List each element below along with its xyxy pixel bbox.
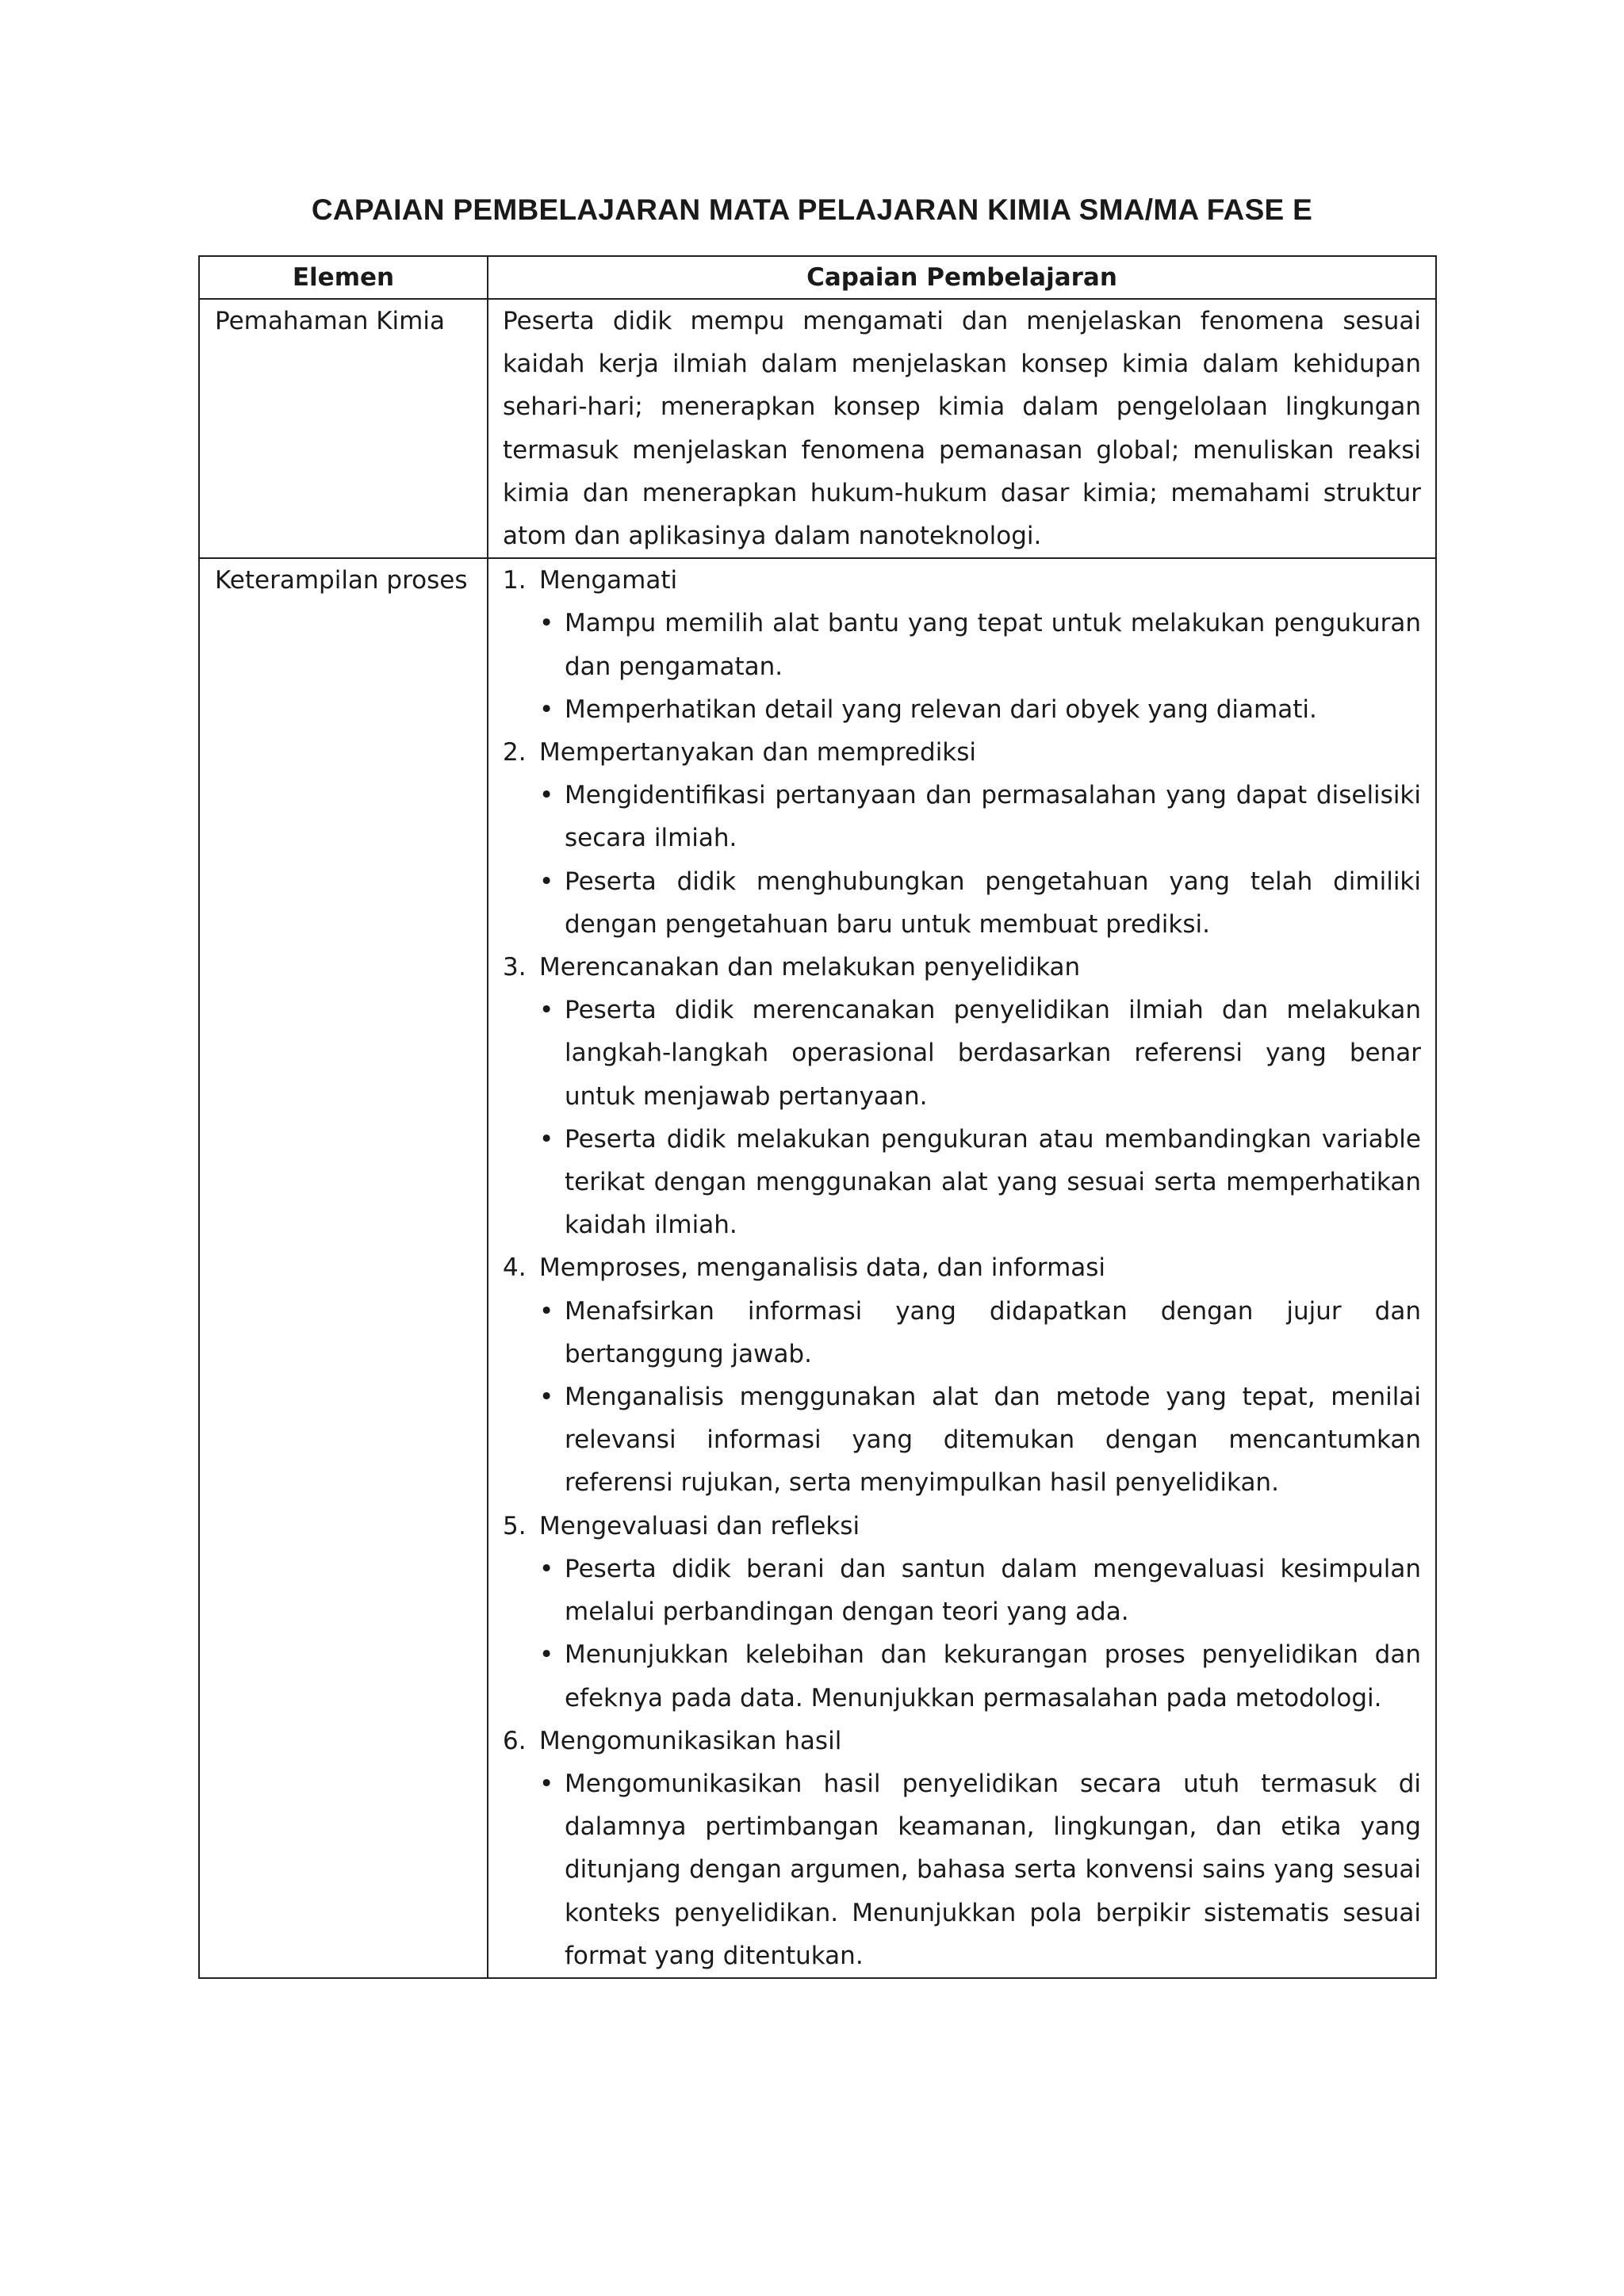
capaian-paragraph: Peserta didik mempu mengamati dan menjelaskan fenomena sesuai kaidah kerja ilmiah dalam menjelaskan konsep kimia dalam kehidupan sehari-hari; menerapkan konsep kimia dalam pengelolaan lingkungan termasuk menjelaskan fenomena pemanasan global; menuliskan reaksi kimia dan menerapkan hukum-hukum dasar kimia; memahami struktur atom dan aplikasinya dalam nanoteknologi.: [503, 307, 1421, 551]
step-number: 4.: [503, 1253, 527, 1283]
step-number: 5.: [503, 1511, 527, 1540]
bullet-item: [503, 860, 1421, 946]
bullet-icon: •: [539, 781, 554, 810]
bullet-text: Memperhatikan detail yang relevan dari obyek yang diamati.: [565, 695, 1317, 724]
page-title: CAPAIAN PEMBELAJARAN MATA PELAJARAN KIMIA SMA/MA FASE E: [311, 193, 1313, 226]
step-title: Mengamati: [539, 566, 678, 595]
bullet-text: Menunjukkan kelebihan dan kekurangan proses penyelidikan dan efeknya pada data. Menunjukkan permasalahan pada metodologi.: [565, 1640, 1421, 1712]
step-heading: [503, 1505, 1421, 1548]
bullet-icon: •: [539, 1640, 554, 1670]
bullet-text: Peserta didik melakukan pengukuran atau membandingkan variable terikat dengan menggunakan alat yang sesuai serta memperhatikan kaidah ilmiah.: [565, 1124, 1421, 1240]
step-bullet-list: [503, 1290, 1421, 1505]
bullet-text: Peserta didik menghubungkan pengetahuan yang telah dimiliki dengan pengetahuan baru untuk membuat prediksi.: [565, 867, 1421, 939]
bullet-text: Menganalisis menggunakan alat dan metode yang tepat, menilai relevansi informasi yang ditemukan dengan mencantumkan referensi rujukan, serta menyimpulkan hasil penyelidikan.: [565, 1383, 1421, 1498]
step-bullet-list: [503, 774, 1421, 946]
bullet-icon: •: [539, 1296, 554, 1326]
process-step: [503, 1720, 1421, 1977]
process-step: [503, 946, 1421, 1246]
bullet-icon: •: [539, 867, 554, 896]
bullet-icon: •: [539, 609, 554, 638]
table-header-row: [199, 256, 1436, 299]
bullet-text: Mampu memilih alat bantu yang tepat untuk melakukan pengukuran dan pengamatan.: [565, 609, 1421, 681]
header-capaian: Capaian Pembelajaran: [488, 256, 1436, 299]
bullet-text: Menafsirkan informasi yang didapatkan dengan jujur dan bertanggung jawab.: [565, 1296, 1421, 1368]
process-step: [503, 731, 1421, 946]
bullet-text: Peserta didik merencanakan penyelidikan ilmiah dan melakukan langkah-langkah operasional berdasarkan referensi yang benar untuk menjawab pertanyaan.: [565, 996, 1421, 1111]
capaian-table: [198, 255, 1437, 1979]
capaian-cell: [488, 299, 1436, 558]
step-number: 1.: [503, 566, 527, 595]
step-number: 6.: [503, 1726, 527, 1755]
bullet-icon: •: [539, 996, 554, 1025]
table-row-pemahaman: [199, 299, 1436, 558]
bullet-icon: •: [539, 1383, 554, 1412]
bullet-item: [503, 1118, 1421, 1247]
bullet-item: [503, 1376, 1421, 1505]
bullet-text: Peserta didik berani dan santun dalam mengevaluasi kesimpulan melalui perbandingan dengan teori yang ada.: [565, 1554, 1421, 1627]
step-bullet-list: [503, 602, 1421, 731]
bullet-item: [503, 774, 1421, 859]
step-heading: [503, 559, 1421, 602]
step-number: 3.: [503, 953, 527, 982]
elemen-cell: Pemahaman Kimia: [199, 299, 488, 558]
step-title: Mengomunikasikan hasil: [539, 1726, 842, 1755]
bullet-icon: •: [539, 1124, 554, 1154]
step-title: Memproses, menganalisis data, dan informasi: [539, 1253, 1106, 1283]
process-step: [503, 559, 1421, 731]
step-heading: [503, 731, 1421, 774]
step-bullet-list: [503, 989, 1421, 1246]
bullet-icon: •: [539, 695, 554, 724]
table-row-keterampilan: [199, 558, 1436, 1978]
step-number: 2.: [503, 738, 527, 767]
bullet-item: [503, 1633, 1421, 1719]
elemen-cell: Keterampilan proses: [199, 558, 488, 1978]
step-title: Mengevaluasi dan refleksi: [539, 1511, 860, 1540]
capaian-cell: [488, 558, 1436, 1978]
process-step: [503, 1246, 1421, 1504]
bullet-item: [503, 1762, 1421, 1977]
step-bullet-list: [503, 1762, 1421, 1977]
bullet-text: Mengidentifikasi pertanyaan dan permasalahan yang dapat diselisiki secara ilmiah.: [565, 781, 1421, 853]
step-heading: [503, 1720, 1421, 1762]
step-title: Mempertanyakan dan memprediksi: [539, 738, 977, 767]
bullet-item: [503, 688, 1421, 731]
bullet-icon: •: [539, 1769, 554, 1798]
step-bullet-list: [503, 1548, 1421, 1720]
step-title: Merencanakan dan melakukan penyelidikan: [539, 953, 1081, 982]
bullet-item: [503, 1548, 1421, 1633]
process-steps-list: [503, 559, 1421, 1977]
bullet-text: Mengomunikasikan hasil penyelidikan secara utuh termasuk di dalamnya pertimbangan keamanan, lingkungan, dan etika yang ditunjang dengan argumen, bahasa serta konvensi sains yang sesuai konteks penyelidikan. Menunjukkan pola berpikir sistematis sesuai format yang ditentukan.: [565, 1769, 1421, 1970]
bullet-icon: •: [539, 1554, 554, 1583]
header-elemen: Elemen: [199, 256, 488, 299]
bullet-item: [503, 989, 1421, 1118]
bullet-item: [503, 602, 1421, 687]
bullet-item: [503, 1290, 1421, 1376]
step-heading: [503, 1246, 1421, 1289]
process-step: [503, 1505, 1421, 1720]
step-heading: [503, 946, 1421, 989]
